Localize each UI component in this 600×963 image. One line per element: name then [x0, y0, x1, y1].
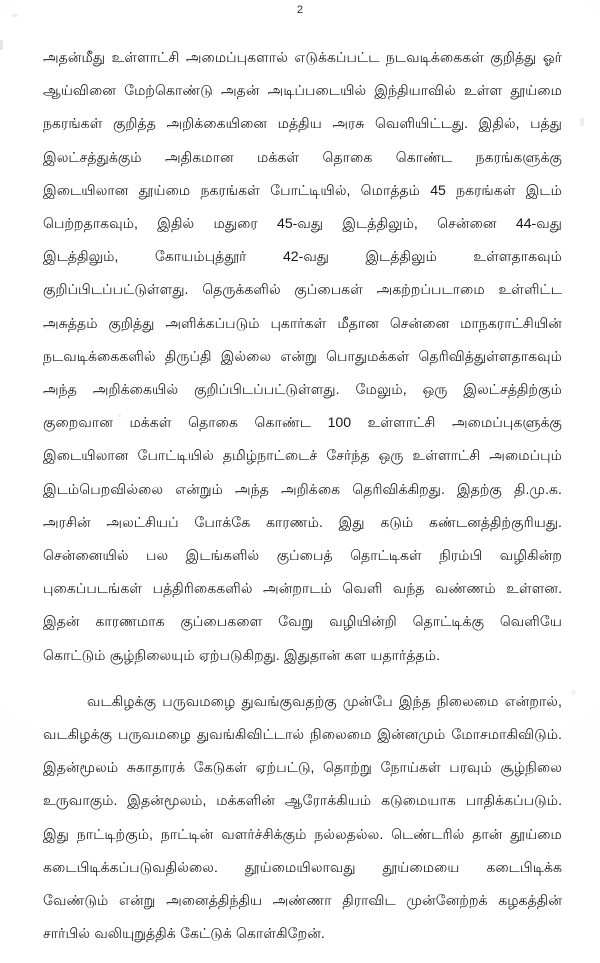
- text-word: வண்ணம்: [435, 580, 496, 597]
- text-word: இடம்பெறவில்லை: [43, 480, 164, 497]
- text-word: மக்களின்: [216, 792, 275, 809]
- text-word: 45: [430, 181, 446, 198]
- text-word: போட்டியில்: [137, 447, 214, 464]
- text-word: பெற்றதாகவும்,: [43, 215, 138, 232]
- text-word: தூய்மை: [138, 181, 191, 198]
- text-word: தெரிவித்துள்ளதாகவும்: [418, 347, 562, 364]
- text-line: [43, 107, 562, 140]
- text-word: பருவமழை: [162, 692, 236, 709]
- text-word: இலட்சத்திற்கும்: [463, 381, 562, 398]
- text-word: 100: [327, 414, 352, 431]
- text-word: மக்கள்: [257, 148, 300, 165]
- text-word: ஒரு: [378, 447, 404, 464]
- text-word: 45-வது: [277, 215, 324, 232]
- text-word: அரசின்: [43, 513, 91, 530]
- text-word: எடுக்கப்பட்ட: [294, 49, 380, 65]
- text-word: நாட்டின்: [160, 825, 214, 842]
- text-word: வழிகின்ற: [499, 547, 562, 564]
- text-word: இது: [43, 825, 69, 842]
- text-word: அமைப்புகளால்: [185, 49, 288, 65]
- text-word: இடையிலான: [43, 447, 129, 464]
- text-line: [43, 473, 562, 506]
- text-word: கொள்கிறேன்.: [236, 925, 325, 942]
- text-word: தொட்டிக்கு: [412, 613, 485, 630]
- text-word: நகரங்கள்: [456, 181, 516, 198]
- text-word: உள்ளதாகவும்: [473, 248, 562, 265]
- text-line: [43, 818, 562, 851]
- text-word: அறிக்கையில்: [92, 381, 179, 398]
- text-word: நோய்கள்: [380, 759, 441, 776]
- text-word: நகரங்கள்: [43, 115, 103, 132]
- scan-edge-mark: [0, 40, 3, 50]
- text-word: கடைபிடிக்க: [486, 858, 562, 875]
- text-line: [43, 605, 562, 638]
- text-word: முன்பே: [342, 692, 393, 709]
- text-word: குறைவான: [43, 414, 113, 431]
- text-word: கோயம்புத்தூர்: [154, 248, 247, 265]
- text-word: அனைத்திந்திய: [166, 892, 263, 909]
- text-word: மாநகராட்சியின்: [460, 314, 562, 331]
- text-word: கடும்: [380, 513, 414, 530]
- text-word: இலட்சத்துக்கும்: [43, 148, 142, 165]
- text-line: [43, 718, 562, 751]
- text-word: அன்றாடம்: [263, 580, 332, 597]
- text-word: ஓர்: [542, 49, 562, 65]
- text-word: உள்ளாட்சி: [367, 414, 436, 431]
- text-word: மீதான: [337, 314, 379, 331]
- text-word: குப்பைத்: [276, 547, 333, 564]
- text-word: மேற்கொண்டு: [124, 82, 213, 99]
- text-word: சேர்ந்த: [326, 447, 370, 464]
- text-word: சென்னையில்: [43, 547, 129, 564]
- text-word: திருப்தி: [164, 347, 212, 364]
- text-word: வெளி: [342, 580, 383, 597]
- text-word: ஆய்வினை: [43, 82, 116, 99]
- text-word: அதன்மீது: [43, 49, 106, 65]
- text-word: பருவமழை: [117, 726, 192, 743]
- text-word: இதன்மூலம்: [43, 759, 119, 776]
- text-word: இடத்திலும்,: [342, 215, 418, 232]
- text-word: தமிழ்நாட்டைச்: [222, 447, 318, 464]
- text-line: [43, 174, 562, 207]
- scan-speck: [571, 690, 576, 695]
- paragraph-2: [43, 685, 562, 951]
- text-line: [43, 406, 562, 439]
- text-line: [43, 917, 562, 950]
- text-word: வேண்டும்: [43, 892, 109, 909]
- text-word: மேலும்,: [355, 381, 407, 398]
- text-word: வெளியே: [499, 613, 562, 630]
- text-word: கொட்டும்: [43, 646, 106, 663]
- text-word: உள்ளன.: [506, 580, 562, 597]
- text-word: நடவடிக்கைகளில்: [43, 347, 156, 364]
- text-word: மக்கள்: [129, 414, 172, 431]
- text-word: நடவடிக்கைகள்: [385, 49, 484, 65]
- text-line: [43, 506, 562, 539]
- text-word: தொற்று: [323, 759, 372, 776]
- text-word: அறிக்கையினை: [166, 115, 268, 132]
- text-word: இதில்,: [478, 115, 520, 132]
- text-word: உள்ளாட்சி: [412, 447, 481, 464]
- text-word: துவங்கிவிட்டால்: [196, 726, 305, 743]
- text-word: அகற்றப்படாமை: [376, 281, 485, 298]
- text-line: [43, 685, 562, 718]
- text-word: புகார்கள்: [270, 314, 327, 331]
- text-word: நிரம்பி: [439, 547, 483, 564]
- text-line: [43, 340, 562, 373]
- document-body: [43, 41, 562, 963]
- text-word: ஏற்பட்டு,: [255, 759, 315, 776]
- text-word: அமைப்பும்: [489, 447, 562, 464]
- text-line: [43, 439, 562, 472]
- text-word: கொண்ட: [254, 414, 312, 431]
- text-word: நிலைமை: [310, 726, 372, 743]
- text-word: வந்த: [392, 580, 425, 597]
- text-word: தெருக்களில்: [202, 281, 281, 298]
- text-word: போட்டியில்,: [270, 181, 351, 198]
- page-number: 2: [296, 4, 304, 16]
- text-word: டெண்டரில்: [391, 825, 465, 842]
- text-word: பரவும்: [449, 759, 492, 776]
- paragraph-1: [43, 41, 562, 672]
- text-word: பொதுமக்கள்: [326, 347, 410, 364]
- text-word: மொத்தம்: [360, 181, 421, 198]
- text-word: அரசு: [332, 115, 365, 132]
- text-word: அதிகமான: [165, 148, 234, 165]
- text-word: திராவிட: [342, 892, 396, 909]
- text-word: இதில்: [157, 215, 195, 232]
- text-word: கேடுகள்: [193, 759, 248, 776]
- text-word: உள்ளாட்சி: [111, 49, 180, 65]
- text-word: தூய்மை: [510, 825, 562, 842]
- text-word: உருவாகும்.: [43, 792, 118, 809]
- text-word: வடகிழக்கு: [87, 692, 157, 709]
- text-word: சூழ்நிலை: [500, 759, 562, 776]
- text-word: தூய்மையிலாவது: [244, 858, 356, 875]
- text-word: அதன்: [221, 82, 260, 99]
- text-word: இடம்: [525, 181, 562, 198]
- text-word: முன்னேற்றக்: [406, 892, 488, 909]
- text-word: நல்லதல்ல.: [314, 825, 384, 842]
- text-word: சார்பில்: [43, 925, 91, 942]
- scan-edge-mark: [580, 118, 584, 126]
- text-word: நாட்டிற்கும்,: [76, 825, 153, 842]
- text-line: [43, 74, 562, 107]
- text-word: வடகிழக்கு: [43, 726, 113, 743]
- text-line: [43, 639, 562, 672]
- text-word: கள: [344, 646, 367, 663]
- text-word: கழகத்தின்: [498, 892, 562, 909]
- text-line: [43, 851, 562, 884]
- text-word: சென்னை: [437, 215, 497, 232]
- text-word: யதார்த்தம்.: [370, 646, 440, 663]
- text-word: இடத்திலும்: [365, 248, 437, 265]
- text-word: வலியுறுத்திக்: [94, 925, 176, 942]
- text-word: இந்தியாவில்: [374, 82, 456, 99]
- text-word: அண்ணா: [272, 892, 332, 909]
- text-word: இடத்திலும்,: [43, 248, 119, 265]
- text-line: [43, 751, 562, 784]
- text-line: [43, 240, 562, 273]
- text-word: வளர்ச்சிக்கும்: [221, 825, 307, 842]
- text-word: நகரங்களுக்கு: [475, 148, 562, 165]
- text-word: மதுரை: [213, 215, 258, 232]
- text-word: பாதிக்கப்படும்.: [465, 792, 562, 809]
- text-word: கேட்டுக்: [179, 925, 232, 942]
- text-word: குப்பைகளை: [180, 613, 263, 630]
- text-word: உள்ள: [463, 82, 503, 99]
- text-word: குறித்த: [112, 115, 156, 132]
- text-word: மத்திய: [277, 115, 322, 132]
- text-word: கொண்ட: [395, 148, 453, 165]
- text-word: பத்திரிகைகளில்: [152, 580, 253, 597]
- text-word: தொகை: [322, 148, 373, 165]
- text-word: நகரங்கள்: [200, 181, 260, 198]
- text-word: வெளியிட்டது.: [375, 115, 469, 132]
- text-word: தூய்மையை: [382, 858, 460, 875]
- text-word: இதன்மூலம்,: [127, 792, 207, 809]
- text-word: இந்த: [398, 692, 431, 709]
- text-word: ஏற்படுகிறது.: [198, 646, 280, 663]
- text-line: [43, 141, 562, 174]
- text-word: ஒரு: [422, 381, 448, 398]
- text-word: சுகாதாரக்: [126, 759, 186, 776]
- text-word: வேறு: [278, 613, 314, 630]
- text-line: [43, 207, 562, 240]
- text-word: தான்: [472, 825, 503, 842]
- text-word: இடங்களில்: [185, 547, 260, 564]
- text-line: [43, 373, 562, 406]
- text-line: [43, 273, 562, 306]
- text-word: அசுத்தம்: [43, 314, 98, 331]
- text-word: மோசமாகிவிடும்.: [451, 726, 562, 743]
- text-line: [43, 41, 562, 74]
- text-word: என்று: [118, 892, 156, 909]
- text-word: தெரிவிக்கிறது.: [352, 480, 445, 497]
- text-line: [43, 572, 562, 605]
- text-word: பத்து: [530, 115, 562, 132]
- text-word: உள்ளிட்ட: [498, 281, 562, 298]
- text-word: என்று: [280, 347, 317, 364]
- text-line: [43, 884, 562, 917]
- text-word: அறிக்கை: [281, 480, 341, 497]
- text-word: கண்டனத்திற்குரியது.: [429, 513, 562, 530]
- text-word: இது: [338, 513, 365, 530]
- text-word: நிலைமை: [437, 692, 499, 709]
- text-word: குறிப்பிடப்பட்டுள்ளது.: [194, 381, 340, 398]
- text-word: துவங்குவதற்கு: [241, 692, 337, 709]
- text-word: அந்த: [235, 480, 269, 497]
- text-line: [43, 307, 562, 340]
- text-word: தூய்மை: [510, 82, 562, 99]
- text-word: இதற்கு: [456, 480, 502, 497]
- text-word: இன்னமும்: [377, 726, 446, 743]
- text-word: 42-வது: [282, 248, 330, 265]
- text-word: காரணமாக: [95, 613, 165, 630]
- text-word: வழியின்றி: [329, 613, 397, 630]
- text-word: என்றால்,: [504, 692, 562, 709]
- text-word: 44-வது: [515, 215, 562, 232]
- text-word: பல: [146, 547, 169, 564]
- text-word: காரணம்.: [266, 513, 323, 530]
- text-word: தொகை: [188, 414, 238, 431]
- text-word: அளிக்கப்படும்: [165, 314, 260, 331]
- text-word: அடிப்படையில்: [267, 82, 367, 99]
- text-word: அலட்சியப்: [106, 513, 179, 530]
- text-word: சூழ்நிலையும்: [109, 646, 195, 663]
- text-word: கடைபிடிக்கப்படுவதில்லை.: [43, 858, 218, 875]
- text-word: இதுதான்: [284, 646, 341, 663]
- text-word: இடையிலான: [43, 181, 129, 198]
- text-word: குறித்து: [108, 314, 155, 331]
- text-word: தி.மு.க.: [513, 480, 562, 497]
- text-word: குப்பைகள்: [294, 281, 363, 298]
- text-word: என்றும்: [175, 480, 223, 497]
- text-word: சென்னை: [389, 314, 450, 331]
- text-word: அந்த: [43, 381, 77, 398]
- text-word: இல்லை: [220, 347, 272, 364]
- text-word: இதன்: [43, 613, 80, 630]
- text-word: புகைப்படங்கள்: [43, 580, 143, 597]
- text-word: போக்கே: [194, 513, 251, 530]
- text-word: தொட்டிகள்: [350, 547, 422, 564]
- text-line: [43, 539, 562, 572]
- text-word: குறிப்பிடப்பட்டுள்ளது.: [43, 281, 189, 298]
- text-word: குறித்து: [490, 49, 537, 65]
- text-word: அமைப்புகளுக்கு: [452, 414, 562, 431]
- text-word: ஆரோக்கியம்: [284, 792, 372, 809]
- text-word: கடுமையாக: [381, 792, 456, 809]
- text-line: [43, 784, 562, 817]
